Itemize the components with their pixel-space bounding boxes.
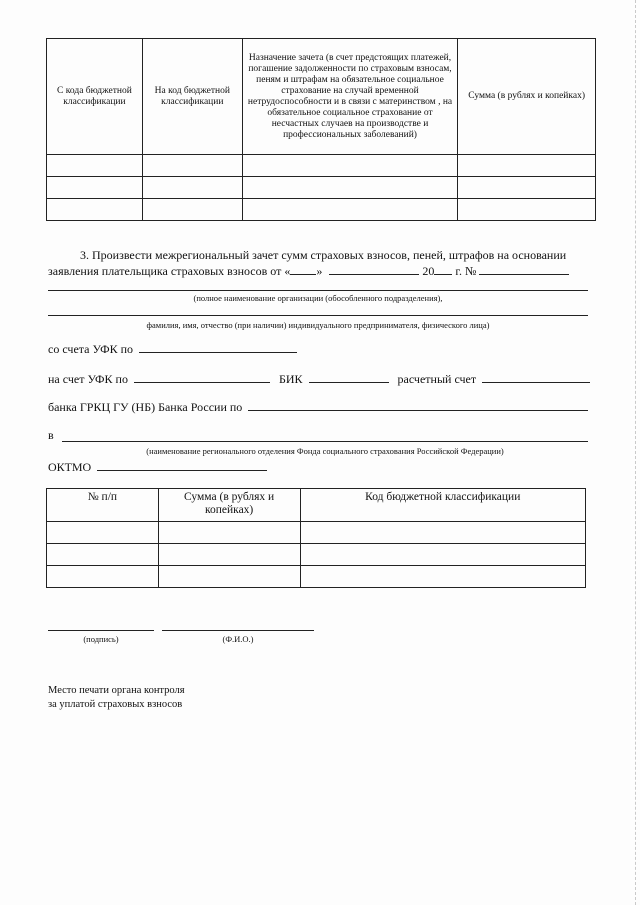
stamp-line-2: за уплатой страховых взносов [48,699,183,710]
table-row [47,177,596,199]
cell[interactable] [47,199,143,221]
cell[interactable] [458,177,596,199]
oktmo-row [48,460,267,475]
bank-field[interactable] [248,400,588,411]
header-purpose: Назначение зачета (в счет предстоящих платежей, погашение задолженности по страховым взносам, пеням и штрафам на обязательное социальное страхование на случай временной нетрудоспособности и в связи с материнством , на обязательное социальное страхование от несчастных случаев на производстве и профессиональных заболеваний) [242,39,458,155]
cell[interactable] [142,199,242,221]
signature-caption: (подпись) [83,634,119,644]
header-kbk: Код бюджетной классификации [300,489,585,522]
cell[interactable] [158,522,300,544]
org-name-caption: (полное наименование организации (обособленного подразделения), [193,293,443,303]
cell[interactable] [158,544,300,566]
bik-field[interactable] [309,372,389,383]
header-number: № п/п [47,489,159,522]
header-amount: Сумма (в рублях и копейках) [458,39,596,155]
cell[interactable] [142,177,242,199]
stamp-line-1: Место печати органа контроля [48,685,185,696]
application-date-prefix: заявления плательщика страховых взносов от « [48,264,291,278]
from-account-field[interactable] [139,342,297,353]
number-label: г. № [455,264,477,278]
person-name-field[interactable] [48,315,588,316]
cell[interactable] [158,566,300,588]
bik-label: БИК [278,372,303,386]
cell[interactable] [300,522,585,544]
cell[interactable] [47,155,143,177]
page-edge [634,0,636,905]
cell[interactable] [47,177,143,199]
cell[interactable] [242,177,458,199]
offset-table [46,38,596,221]
from-account-row [48,342,297,357]
table-row [47,199,596,221]
quote-close: » [316,264,323,278]
bank-label: банка ГРКЦ ГУ (НБ) Банка России по [48,400,243,414]
offset-table-header [47,39,596,155]
cell[interactable] [242,155,458,177]
to-account-row [48,372,590,387]
table-row [47,544,586,566]
cell[interactable] [300,544,585,566]
transfer-table-header [47,489,586,522]
bank-row [48,400,588,415]
cell[interactable] [47,544,159,566]
section3-line1: 3. Произвести межрегиональный зачет сумм страховых взносов, пеней, штрафов на основании [80,248,567,262]
header-to-kbk: На код бюджетной классификации [142,39,242,155]
signature-field[interactable] [48,630,154,631]
to-account-label: на счет УФК по [48,372,128,386]
settlement-account-field[interactable] [482,372,590,383]
day-field[interactable] [290,264,316,275]
person-name-caption: фамилия, имя, отчество (при наличии) индивидуального предпринимателя, физического лица) [146,320,490,330]
table-row [47,155,596,177]
cell[interactable] [242,199,458,221]
month-field[interactable] [329,264,419,275]
org-name-field[interactable] [48,290,588,291]
in-label: в [48,428,54,442]
cell[interactable] [47,566,159,588]
from-account-label: со счета УФК по [48,342,134,356]
header-from-kbk: С кода бюджетной классификации [47,39,143,155]
header-sum: Сумма (в рублях и копейках) [158,489,300,522]
section3-line2 [48,264,569,279]
application-number-field[interactable] [479,264,569,275]
stamp-note [48,684,185,712]
cell[interactable] [142,155,242,177]
to-account-field[interactable] [134,372,270,383]
year-prefix: 20 [422,264,435,278]
full-name-field[interactable] [162,630,314,631]
transfer-table [46,488,586,588]
fss-office-field[interactable] [62,441,588,442]
cell[interactable] [300,566,585,588]
cell[interactable] [47,522,159,544]
fss-office-caption: (наименование регионального отделения Фонда социального страхования Российской Федерации) [146,446,504,456]
table-row [47,566,586,588]
settlement-account-label: расчетный счет [397,372,477,386]
full-name-caption: (Ф.И.О.) [222,634,254,644]
cell[interactable] [458,199,596,221]
cell[interactable] [458,155,596,177]
oktmo-label: ОКТМО [48,460,92,474]
table-row [47,522,586,544]
oktmo-field[interactable] [97,460,267,471]
year-field[interactable] [434,264,452,275]
